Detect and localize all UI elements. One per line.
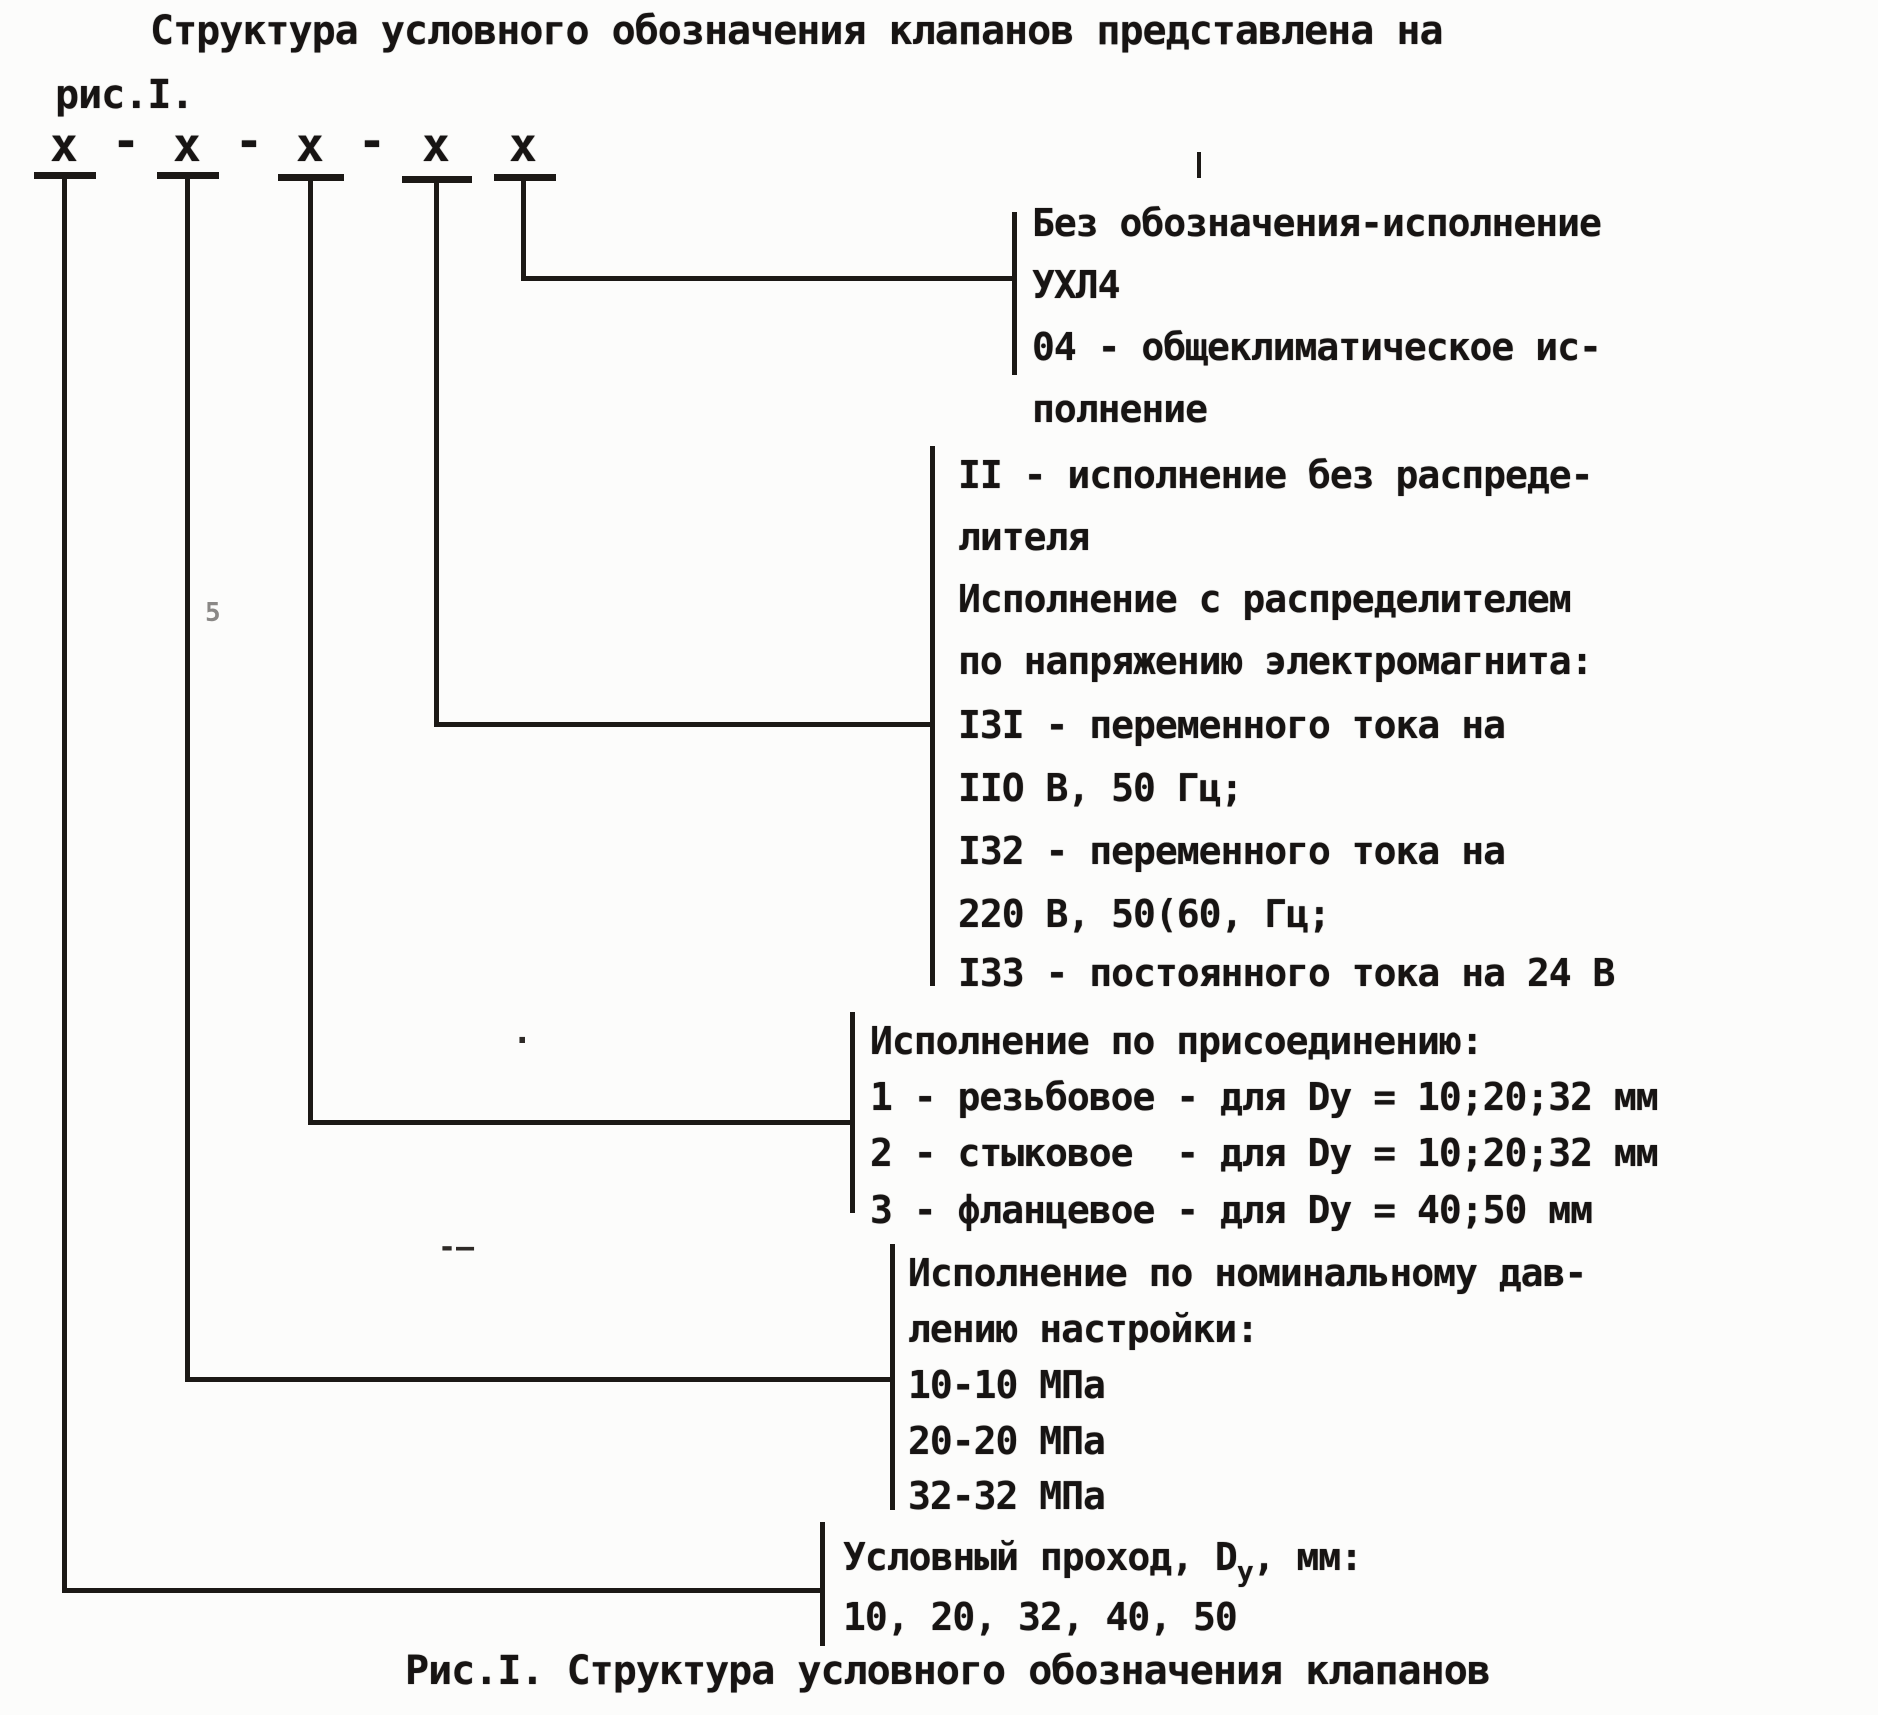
- connector-line-position4: [434, 722, 932, 727]
- connector-line-position5: [521, 276, 1014, 281]
- voltage-line-5: I3I - переменного тока на: [958, 703, 1505, 747]
- voltage-line-8: 220 В, 50(60, Гц;: [958, 892, 1330, 936]
- climate-line-4: полнение: [1032, 387, 1208, 431]
- climate-line-2: УХЛ4: [1032, 263, 1120, 307]
- code-dash-2: -: [235, 114, 263, 168]
- pressure-line-5: 32-32 МПа: [908, 1474, 1105, 1518]
- climate-line-3: 04 - общеклиматическое ис-: [1032, 325, 1601, 369]
- scan-tick-artifact: [1197, 152, 1201, 178]
- pressure-line-2: лению настройки:: [908, 1307, 1259, 1351]
- branch-bar-bore: [820, 1522, 825, 1646]
- voltage-line-3: Исполнение с распределителем: [958, 577, 1571, 621]
- pressure-line-3: 10-10 МПа: [908, 1363, 1105, 1407]
- voltage-line-7: I32 - переменного тока на: [958, 829, 1505, 873]
- code-underline-2: [157, 172, 219, 179]
- stem-line-position5: [521, 181, 526, 281]
- voltage-line-6: IIO В, 50 Гц;: [958, 766, 1243, 810]
- stem-line-position1: [62, 179, 67, 1593]
- bore-line-1: [843, 1534, 1363, 1588]
- stem-line-position3: [308, 181, 313, 1125]
- code-underline-4: [402, 176, 472, 183]
- scan-smudge-artifact-2: -–: [438, 1230, 475, 1265]
- voltage-line-1: II - исполнение без распреде-: [958, 453, 1593, 497]
- code-symbol-x2: х: [173, 118, 201, 172]
- connection-line-4: 3 - фланцевое - для Dу = 40;50 мм: [870, 1188, 1592, 1232]
- code-symbol-x4: х: [422, 118, 450, 172]
- connector-line-position1: [62, 1588, 822, 1593]
- voltage-line-9: I33 - постоянного тока на 24 В: [958, 951, 1615, 995]
- branch-bar-voltage: [930, 446, 935, 986]
- pressure-line-4: 20-20 МПа: [908, 1419, 1105, 1463]
- connector-line-position2: [185, 1377, 892, 1382]
- bore-line1-prefix: Условный проход, D: [843, 1535, 1237, 1579]
- connection-line-2: 1 - резьбовое - для Dу = 10;20;32 мм: [870, 1075, 1658, 1119]
- code-underline-5: [494, 174, 556, 181]
- connector-line-position3: [308, 1120, 852, 1125]
- voltage-line-4: по напряжению электромагнита:: [958, 639, 1593, 683]
- voltage-line-2: лителя: [958, 515, 1090, 559]
- bore-line1-suffix: , мм:: [1252, 1535, 1363, 1579]
- pressure-line-1: Исполнение по номинальному дав-: [908, 1251, 1587, 1295]
- intro-text-line1: Структура условного обозначения клапанов представлена на: [150, 8, 1443, 54]
- stem-line-position4: [434, 183, 439, 727]
- connection-line-1: Исполнение по присоединению:: [870, 1019, 1483, 1063]
- stem-line-position2: [185, 179, 190, 1382]
- branch-bar-connection: [850, 1012, 855, 1213]
- branch-bar-climate: [1012, 212, 1017, 375]
- scan-dot-artifact: .: [512, 1012, 533, 1052]
- scan-smudge-artifact-1: 5: [205, 598, 221, 628]
- climate-line-1: Без обозначения-исполнение: [1032, 201, 1601, 245]
- intro-text-line2: рис.I.: [55, 72, 194, 118]
- connection-line-3: 2 - стыковое - для Dу = 10;20;32 мм: [870, 1131, 1658, 1175]
- code-dash-3: -: [358, 114, 386, 168]
- code-underline-1: [34, 172, 96, 179]
- code-underline-3: [278, 174, 344, 181]
- code-symbol-x3: х: [296, 118, 324, 172]
- bore-line1-subscript: у: [1236, 1555, 1253, 1588]
- figure-caption: Рис.I. Структура условного обозначения клапанов: [405, 1648, 1490, 1694]
- code-symbol-x5: х: [509, 118, 537, 172]
- code-dash-1: -: [112, 114, 140, 168]
- code-symbol-x1: х: [50, 118, 78, 172]
- bore-line-2: 10, 20, 32, 40, 50: [843, 1595, 1237, 1639]
- branch-bar-pressure: [890, 1244, 895, 1510]
